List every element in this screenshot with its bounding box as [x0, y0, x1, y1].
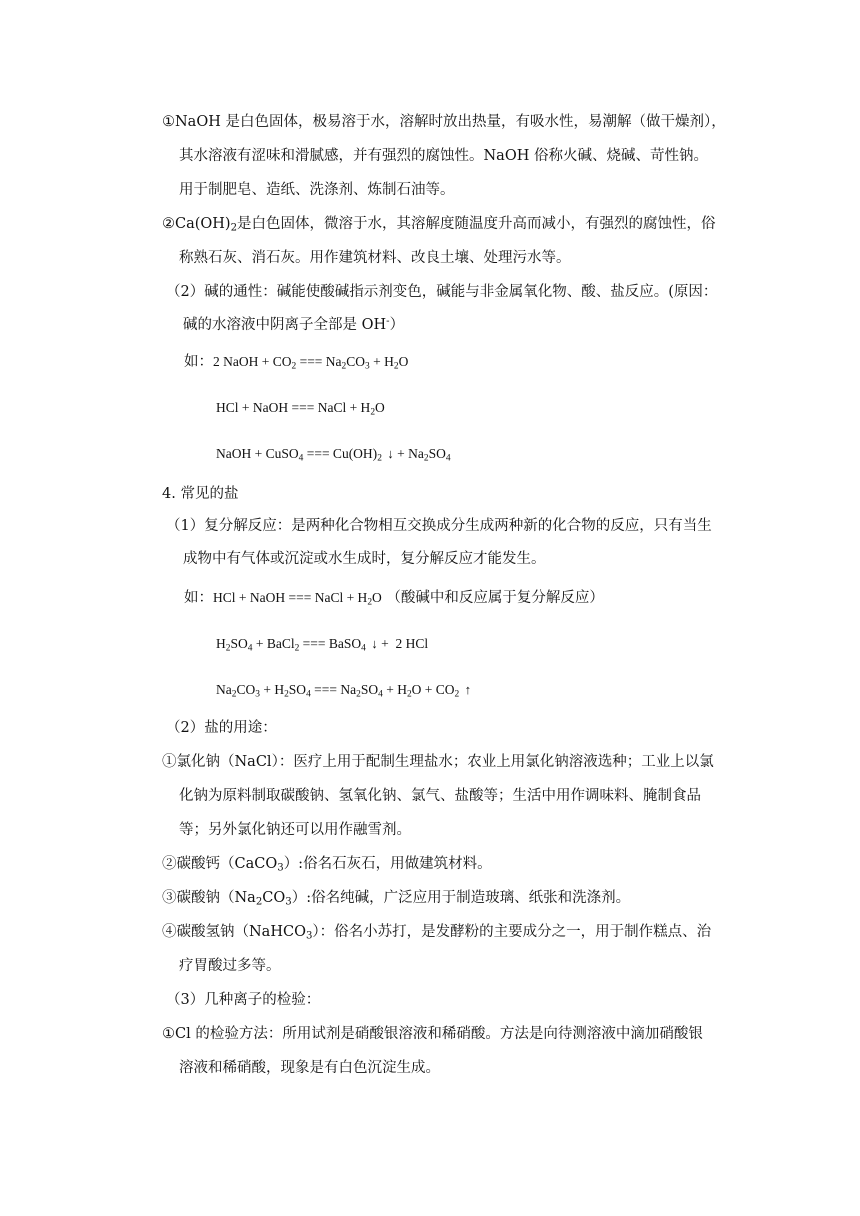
- text-line: 称熟石灰、消石灰。用作建筑材料、改良土壤、处理污水等。: [179, 250, 571, 266]
- chemical-equation: HCl + NaOH === NaCl + $H_2O$: [213, 590, 382, 608]
- text-run: ）: [389, 317, 405, 333]
- text-run: ②Ca(OH): [162, 216, 231, 232]
- text-line: （1）复分解反应：是两种化合物相互交换成分生成两种新的化合物的反应，只有当生: [166, 518, 712, 534]
- equation-prefix: 如：: [184, 590, 213, 606]
- text-run: ）:俗名纯碱，广泛应用于制造玻璃、纸张和洗涤剂。: [291, 890, 631, 906]
- text-run: 碱的水溶液中阴离子全部是 OH: [183, 317, 387, 333]
- chemical-equation: $H_2SO_4$ + BaCl$_2$ === BaSO$_4$ ↓ + 2 HCl: [216, 636, 429, 654]
- equation-line: [184, 588, 604, 608]
- text-line: [162, 214, 716, 234]
- text-line: （2）碱的通性：碱能使酸碱指示剂变色，碱能与非金属氧化物、酸、盐反应。(原因：: [166, 284, 718, 300]
- text-run: ）：俗名小苏打，是发酵粉的主要成分之一，用于制作糕点、治: [312, 924, 712, 940]
- subscript: 2: [230, 222, 238, 234]
- text-line: 成物中有气体或沉淀或水生成时，复分解反应才能发生。: [183, 551, 546, 567]
- gas-arrow-icon: ↑: [464, 682, 472, 697]
- chemical-equation: NaOH + CuSO$_4$ === $Cu(OH)_2$ ↓ + $Na_2SO_4$: [216, 446, 451, 464]
- text-run: ④碳酸氢钠（NaHCO: [162, 924, 306, 940]
- equation-prefix: 如：: [184, 354, 213, 370]
- text-line: ①NaOH 是白色固体，极易溶于水，溶解时放出热量，有吸水性，易潮解（做干燥剂），: [162, 114, 726, 130]
- section-heading: 4. 常见的盐: [162, 486, 239, 502]
- subscript: 2: [255, 896, 263, 908]
- text-line: （2）盐的用途：: [166, 720, 277, 736]
- text-line: [162, 922, 711, 942]
- text-run: ）:俗名石灰石，用做建筑材料。: [283, 856, 492, 872]
- text-line: [162, 854, 492, 874]
- subscript: 3: [305, 930, 313, 942]
- precipitate-arrow-icon: ↓: [387, 446, 394, 461]
- text-line: [162, 888, 630, 908]
- text-line: [183, 315, 404, 335]
- text-line: 其水溶液有涩味和滑腻感，并有强烈的腐蚀性。NaOH 俗称火碱、烧碱、苛性钠。: [179, 148, 708, 164]
- text-run: ②碳酸钙（CaCO: [162, 856, 278, 872]
- equation-line: [184, 352, 408, 372]
- subscript: 3: [285, 896, 292, 908]
- text-line: 化钠为原料制取碳酸钠、氢氧化钠、氯气、盐酸等；生活中用作调味料、腌制食品: [179, 788, 701, 804]
- chemical-equation: HCl + NaOH === NaCl + $H_2O$: [216, 400, 385, 418]
- equation-note: （酸碱中和反应属于复分解反应）: [386, 590, 604, 606]
- text-line: ①氯化钠（NaCl）：医疗上用于配制生理盐水；农业上用氯化钠溶液选种；工业上以氯: [162, 754, 714, 770]
- text-run: CO: [262, 890, 286, 906]
- text-line: （3）几种离子的检验：: [166, 992, 321, 1008]
- text-line: 用于制肥皂、造纸、洗涤剂、炼制石油等。: [179, 182, 455, 198]
- text-line: 溶液和稀硝酸，现象是有白色沉淀生成。: [179, 1060, 440, 1076]
- superscript: -: [386, 315, 390, 327]
- text-run: 是白色固体，微溶于水，其溶解度随温度升高而减小，有强烈的腐蚀性，俗: [237, 216, 716, 232]
- text-line: ①Cl 的检验方法：所用试剂是硝酸银溶液和稀硝酸。方法是向待测溶液中滴加硝酸银: [162, 1026, 703, 1042]
- chemical-equation: $Na_2CO_3 + H_2SO_4$ === $Na_2SO_4 + H_2O + CO_2$ ↑: [216, 682, 472, 700]
- subscript: 3: [277, 862, 284, 874]
- text-line: 等；另外氯化钠还可以用作融雪剂。: [179, 822, 411, 838]
- text-line: 疗胃酸过多等。: [179, 958, 281, 974]
- chemical-equation: 2 NaOH + $CO_2$ === $Na_2CO_3 + H_2O$: [213, 354, 409, 372]
- precipitate-arrow-icon: ↓: [371, 636, 378, 651]
- text-run: ③碳酸钠（Na: [162, 890, 256, 906]
